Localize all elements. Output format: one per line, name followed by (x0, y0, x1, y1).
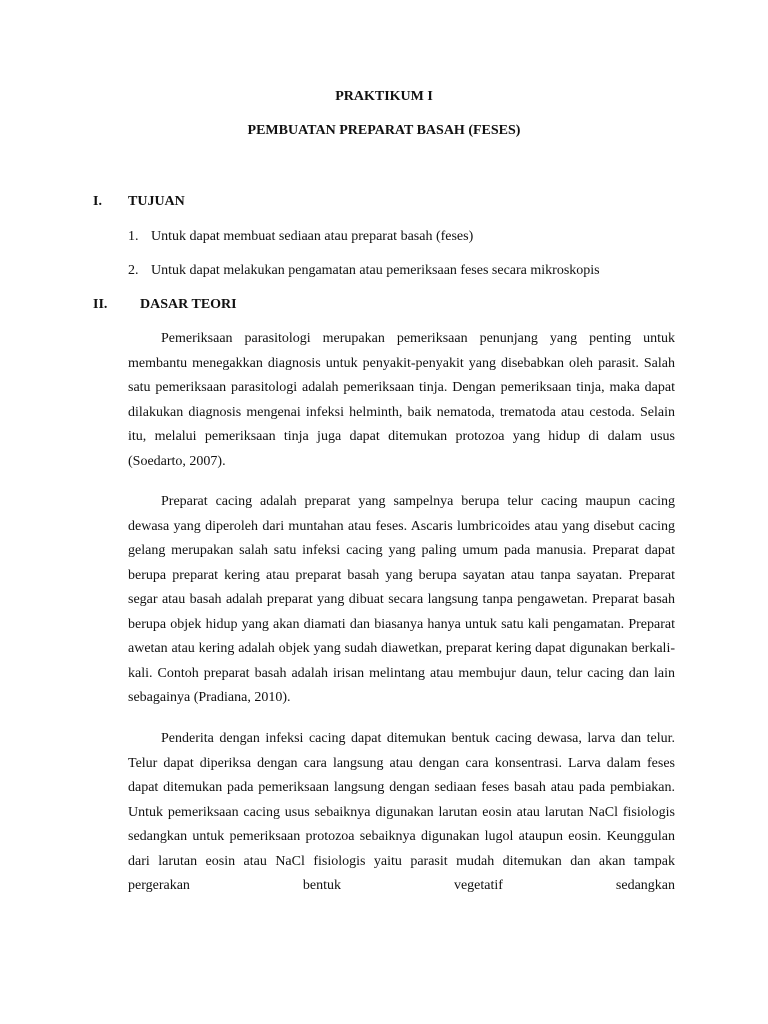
section-title-dasar-teori: DASAR TEORI (140, 297, 237, 312)
document-title: PRAKTIKUM I (335, 89, 433, 104)
list-item-text: Untuk dapat membuat sediaan atau preparat basah (feses) (151, 229, 474, 244)
paragraph-parasitologi: Pemeriksaan parasitologi merupakan pemeriksaan penunjang yang penting untuk membantu menegakkan diagnosis untuk penyakit-penyakit yang disebabkan oleh parasit. Salah satu pemeriksaan parasitologi adalah pemeriksaan tinja. Dengan pemeriksaan tinja, maka dapat dilakukan diagnosis mengenai infeksi helminth, baik nematoda, trematoda atau cestoda. Selain itu, melalui pemeriksaan tinja juga dapat ditemukan protozoa yang hidup di dalam usus (Soedarto, 2007). (128, 331, 675, 469)
document-subtitle: PEMBUATAN PREPARAT BASAH (FESES) (247, 123, 521, 138)
section-title-tujuan: TUJUAN (128, 194, 185, 209)
section-number-dasar-teori: II. (93, 297, 108, 312)
section-number-tujuan: I. (93, 194, 102, 209)
list-item (128, 228, 473, 246)
paragraph-preparat-cacing: Preparat cacing adalah preparat yang sampelnya berupa telur cacing maupun cacing dewasa yang diperoleh dari muntahan atau feses. Ascaris lumbricoides atau yang disebut cacing gelang merupakan salah satu infeksi cacing yang paling umum pada manusia. Preparat dapat berupa preparat kering atau preparat basah yang berupa sayatan atau tanpa sayatan. Preparat segar atau basah adalah preparat yang dibuat secara langsung tanpa pengawetan. Preparat basah berupa objek hidup yang akan diamati dan biasanya hanya untuk satu kali pengamatan. Preparat awetan atau kering adalah objek yang sudah diawetkan, preparat kering dapat digunakan berkali-kali. Contoh preparat basah adalah irisan melintang atau membujur daun, telur cacing dan lain sebagainya (Pradiana, 2010). (128, 494, 675, 705)
list-item-number: 2. (128, 263, 139, 278)
list-item-text: Untuk dapat melakukan pengamatan atau pemeriksaan feses secara mikroskopis (151, 263, 600, 278)
list-item-number: 1. (128, 229, 139, 244)
paragraph-penderita-infeksi: Penderita dengan infeksi cacing dapat ditemukan bentuk cacing dewasa, larva dan telur. Telur dapat diperiksa dengan cara langsung atau dengan cara konsentrasi. Larva dalam feses dapat ditemukan pada pemeriksaan langsung dengan sediaan feses basah atau pada pembiakan. Untuk pemeriksaan cacing usus sebaiknya digunakan larutan eosin atau larutan NaCl fisiologis sedangkan untuk pemeriksaan protozoa sebaiknya digunakan lugol ataupun eosin. Keunggulan dari larutan eosin atau NaCl fisiologis yaitu parasit mudah ditemukan dan akan tampak pergerakan bentuk vegetatif sedangkan (128, 731, 675, 893)
list-item (128, 262, 600, 280)
